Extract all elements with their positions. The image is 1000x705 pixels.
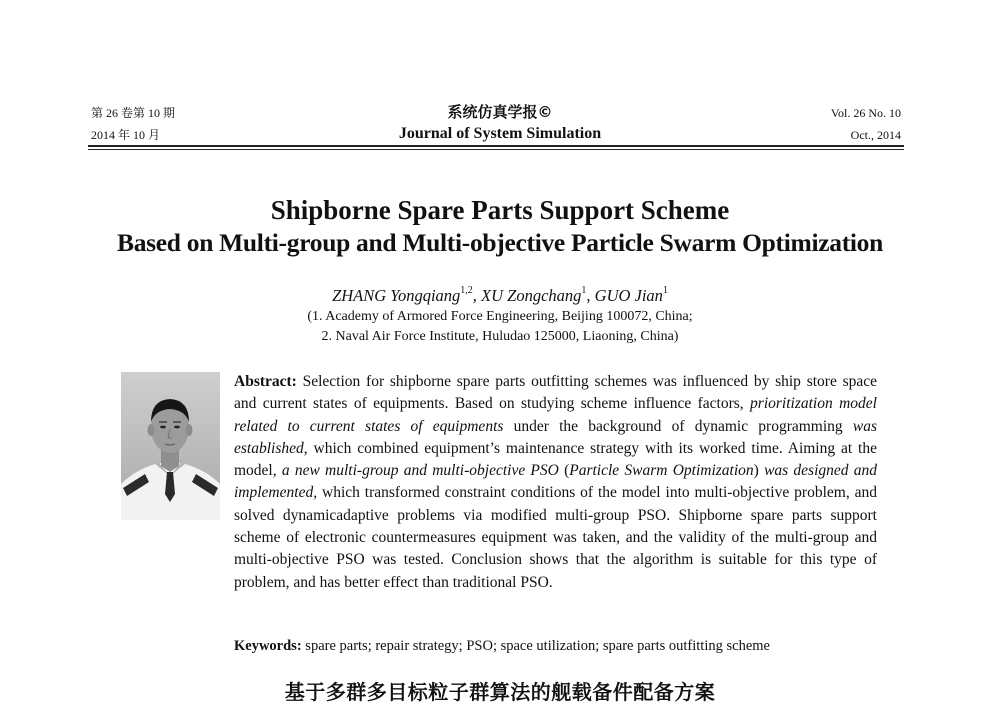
header-rule-thin [88,149,904,150]
author-separator: , [472,286,482,305]
abstract-segment-italic: was established [234,417,877,457]
header-rule-thick [88,145,904,147]
date-cn: 2014 年 10 月 [91,128,161,142]
abstract-segment: which transformed constraint conditions of the model into multi-objective problem, and solved dynamicadaptive problems via modified multi-group PSO. Shipborne spare parts support scheme of electronic countermeasures equipment was taken, and the validity of the multi-group and multi-objective PSO was tested. Conclusion shows that the algorithm is suitable for this type of problem, and has better effect than traditional PSO. [234,484,877,591]
paper-title-line-1: Shipborne Spare Parts Support Scheme [270,195,730,225]
keywords-label: Keywords: [234,638,302,654]
affiliation-2: 2. Naval Air Force Institute, Huludao 125000, Liaoning, China) [321,329,679,344]
volume-issue-cn: 第 26 卷第 10 期 [91,106,176,120]
abstract-segment: , which combined equipment’s maintenance strategy with its worked time. Aiming at the model, [234,439,877,480]
abstract-segment: ) [753,462,765,480]
volume-issue-en: Vol. 26 No. 10 [830,106,901,120]
paper-title-cn: 基于多群多目标粒子群算法的舰载备件配备方案 [284,680,716,704]
author-list [0,286,1000,306]
journal-title-en: Journal of System Simulation [398,125,602,142]
abstract-segment: ( [558,462,570,480]
author-name: XU Zongchang [481,286,582,305]
author-name: GUO Jian [594,286,663,305]
abstract-segment-italic: prioritization model related to current states of equipments [234,395,877,435]
paper-title-line-2: Based on Multi-group and Multi-objective Particle Swarm Optimization [116,228,884,257]
affiliation-1: (1. Academy of Armored Force Engineering, Beijing 100072, China; [307,309,693,324]
date-en: Oct., 2014 [850,128,901,142]
abstract-text [234,373,877,591]
author-name: ZHANG Yongqiang [332,286,461,305]
journal-title-cn: 系统仿真学报© [447,103,553,121]
author-portrait [121,372,220,520]
abstract-segment: under the background of dynamic programming [503,417,853,435]
abstract [234,371,877,594]
author-affiliation-mark: 1 [581,285,587,296]
abstract-segment-italic: a new multi-group and multi-objective PSO [281,462,559,480]
abstract-segment-italic: Particle Swarm Optimization [569,462,754,480]
author-affiliation-mark: 1,2 [460,285,473,296]
abstract-label: Abstract: [234,373,297,390]
abstract-segment: Selection for shipborne spare parts outfitting schemes was influenced by ship store space and current states of equipments. Based on studying scheme influence factors, [234,373,877,413]
author-affiliation-mark: 1 [662,285,668,296]
author-separator: , [586,286,595,305]
abstract-segment-italic: was designed and implemented, [234,462,878,502]
keywords-text: spare parts; repair strategy; PSO; space utilization; spare parts outfitting scheme [301,638,770,654]
keywords [234,636,894,656]
